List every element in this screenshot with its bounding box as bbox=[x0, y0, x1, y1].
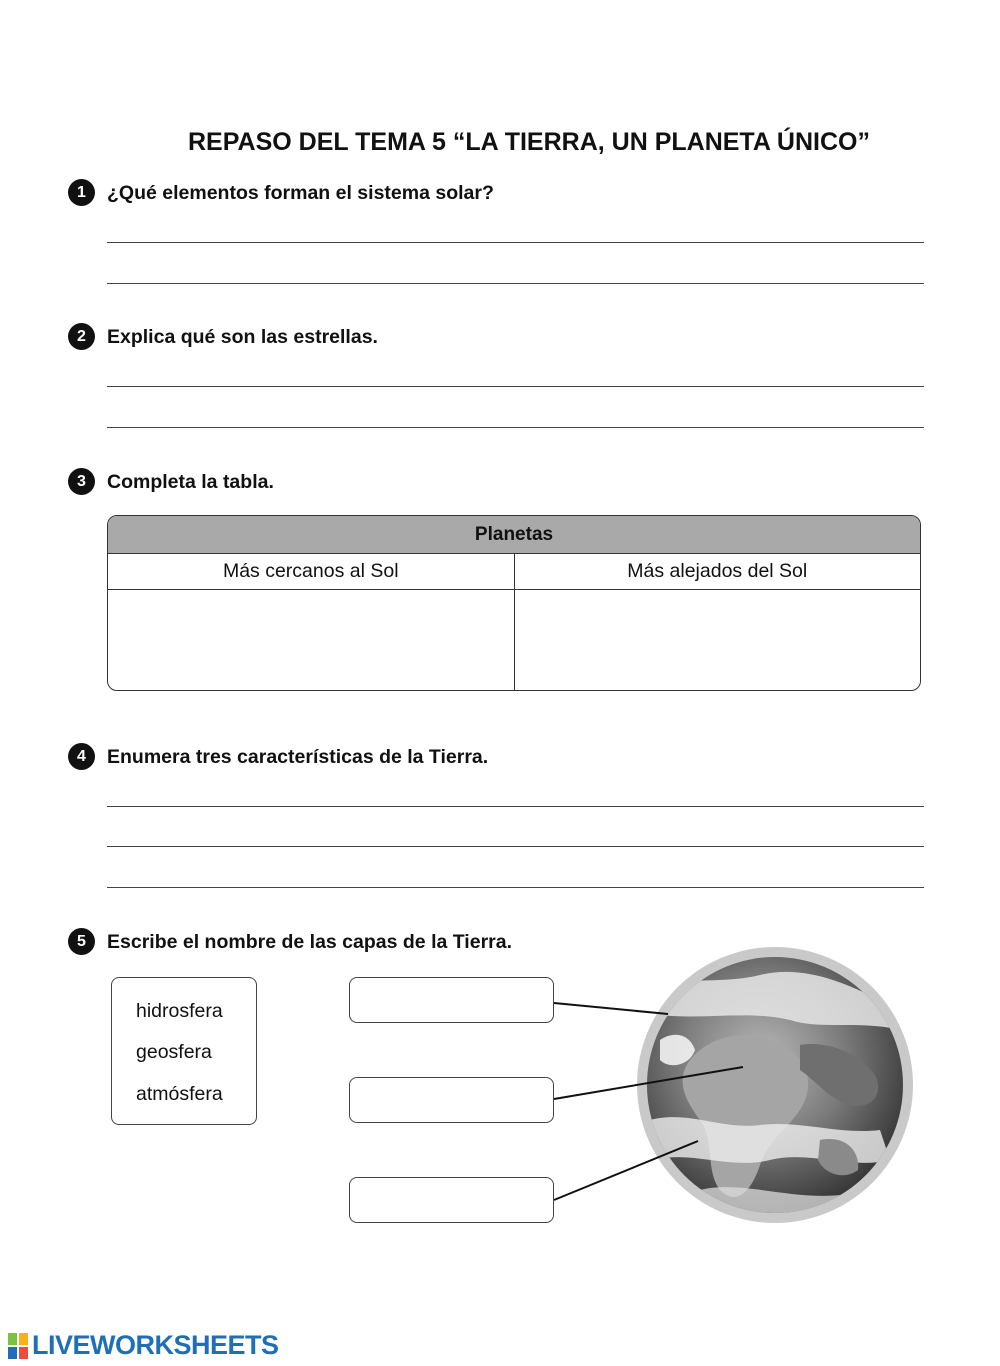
word-bank-item: hidrosfera bbox=[136, 1000, 223, 1022]
pointer-line-atmosphere bbox=[554, 1003, 668, 1014]
liveworksheets-logo-text: LIVEWORKSHEETS bbox=[32, 1330, 279, 1360]
layer-answer-box-2[interactable] bbox=[349, 1077, 554, 1123]
question-1-text: ¿Qué elementos forman el sistema solar? bbox=[107, 182, 494, 204]
question-number-5: 5 bbox=[68, 928, 95, 955]
table-header: Planetas bbox=[108, 516, 920, 554]
question-number-4: 4 bbox=[68, 743, 95, 770]
page-title: REPASO DEL TEMA 5 “LA TIERRA, UN PLANETA ÚNICO” bbox=[188, 128, 870, 156]
liveworksheets-logo[interactable] bbox=[8, 1330, 279, 1361]
word-bank-item: geosfera bbox=[136, 1041, 212, 1063]
word-bank-item: atmósfera bbox=[136, 1083, 223, 1105]
layer-answer-box-3[interactable] bbox=[349, 1177, 554, 1223]
liveworksheets-logo-icon bbox=[8, 1333, 28, 1359]
question-number-1: 1 bbox=[68, 179, 95, 206]
question-5-text: Escribe el nombre de las capas de la Tierra. bbox=[107, 931, 513, 953]
question-number-3: 3 bbox=[68, 468, 95, 495]
question-4-text: Enumera tres características de la Tierra. bbox=[107, 746, 489, 768]
layer-answer-box-1[interactable] bbox=[349, 977, 554, 1023]
question-3-text: Completa la tabla. bbox=[107, 471, 274, 493]
column-header-farthest: Más alejados del Sol bbox=[627, 560, 808, 582]
column-header-closest: Más cercanos al Sol bbox=[108, 554, 515, 589]
question-number-2: 2 bbox=[68, 323, 95, 350]
question-2-text: Explica qué son las estrellas. bbox=[107, 326, 378, 348]
